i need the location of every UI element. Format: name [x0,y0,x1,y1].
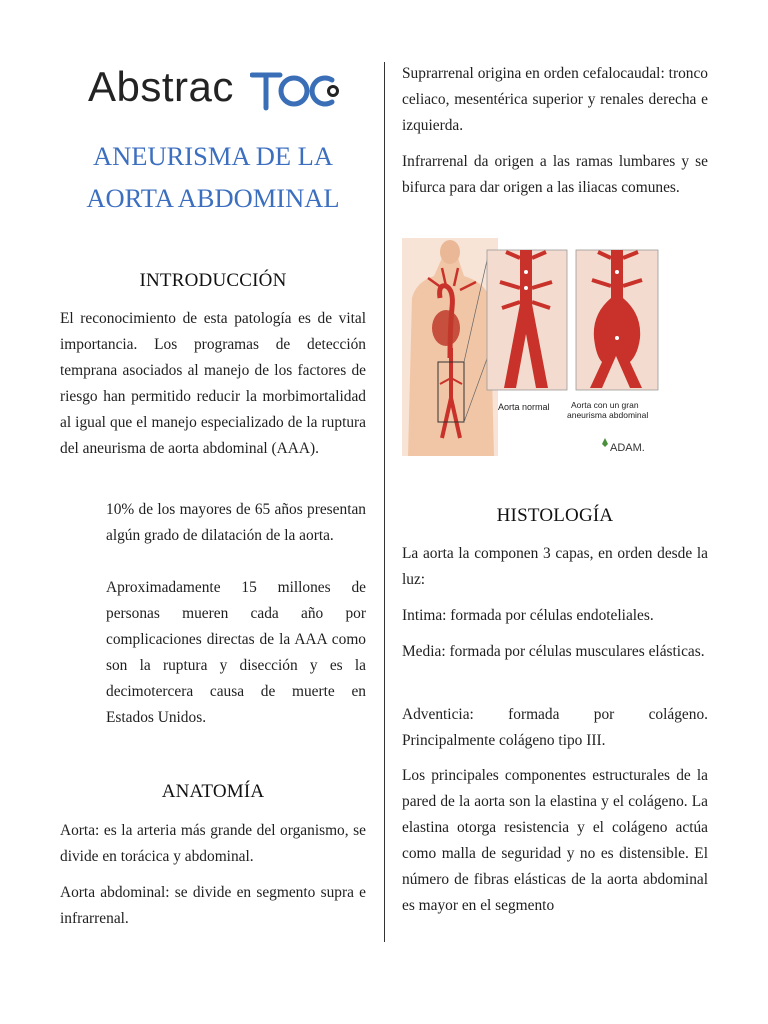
anatomy-heading: ANATOMÍA [161,781,265,802]
adam-brand-text: ADAM. [610,442,645,454]
logo-toc-stethoscope-icon [250,66,340,112]
intro-heading: INTRODUCCIÓN [139,270,287,291]
page-title [60,135,366,219]
logo-suffix: TOC [250,66,252,67]
histology-paragraph-4: Adventicia: formada por colágeno. Principalmente colágeno tipo III. [402,706,708,749]
aneurysm-label-line-1: Aorta con un gran [571,400,639,410]
column-divider [384,62,385,942]
adam-leaf-icon [602,438,608,447]
normal-aorta-label: Aorta normal [498,402,550,412]
title-line-1: ANEURISMA DE LA [93,141,333,171]
anatomy-paragraph-2: Aorta abdominal: se divide en segmento supra e infrarrenal. [60,884,366,927]
histology-paragraph-5: Los principales componentes estructurales de la pared de la aorta son la elastina y el colágeno. La elastina otorga resistencia y el colágeno actúa como malla de seguridad y no es distensible. El número de fibras elásticas de la aorta abdominal es mayor en el segmento [402,767,708,914]
list-item: Aproximadamente 15 millones de personas mueren cada año por complicaciones directas de la AAA como son la ruptura y disección y es la decimotercera causa de muerte en Estados Unidos. [106,579,366,726]
anatomy-paragraph-1: Aorta: es la arteria más grande del organismo, se divide en torácica y abdominal. [60,822,366,865]
normal-aorta-image [487,250,567,412]
aneurysm-aorta-image [567,250,658,420]
histology-paragraph-2: Intima: formada por células endoteliales. [402,607,654,624]
aorta-illustration [402,238,666,456]
histology-paragraph-1: La aorta la componen 3 capas, en orden desde la luz: [402,545,708,588]
infrarenal-paragraph: Infrarrenal da origen a las ramas lumbares y se bifurca para dar origen a las iliacas comunes. [402,153,708,196]
suprarenal-paragraph: Suprarrenal origina en orden cefalocaudal: tronco celiaco, mesentérica superior y renales derecha e izquierda. [402,65,708,134]
histology-paragraph-3: Media: formada por células musculares elásticas. [402,643,705,660]
title-line-2: AORTA ABDOMINAL [86,183,340,213]
logo [88,63,338,115]
intro-paragraph: El reconocimiento de esta patología es de vital importancia. Los programas de detección temprana asociados al manejo de los factores de riesgo han permitido reducir la morbimortalidad al igual que el manejo especializado de la ruptura del aneurisma de aorta abdominal (AAA). [60,310,366,457]
adam-brand [602,438,645,454]
histology-heading: HISTOLOGÍA [496,505,614,526]
aneurysm-label-line-2: aneurisma abdominal [567,410,649,420]
list-item: 10% de los mayores de 65 años presentan algún grado de dilatación de la aorta. [106,501,366,544]
logo-text: Abstrac [88,63,234,110]
torso-anatomy-image [402,238,498,456]
